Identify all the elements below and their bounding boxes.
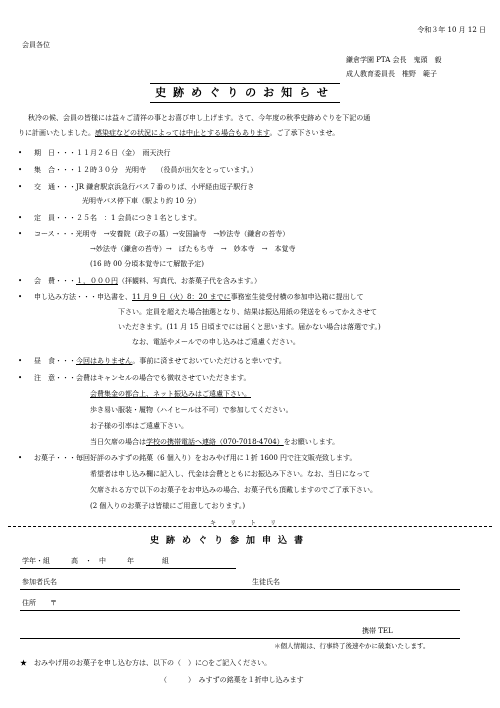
privacy-note: ＊個人情報は、行事終了後速やかに破棄いたします。: [274, 642, 430, 650]
bullet-fee: •: [18, 277, 23, 285]
form-address-label: 住所 〒: [22, 599, 57, 607]
item-course-3: (16 時 00 分頃本覚寺にて解散予定): [90, 260, 204, 268]
item-fee: 会 費・・・１，０００円（拝観料、写真代、お茶菓子代を含みます。）: [34, 277, 261, 285]
lunch-none: 今回はありません: [76, 357, 133, 365]
sender-committee-chair: 成人教育委員長 椎野 範子: [346, 70, 437, 78]
school-phone: 学校の携帯電話へ連絡（070-7018-4704）: [146, 438, 284, 446]
grade-underline: [20, 568, 236, 569]
cut-label: キリトリ: [209, 520, 290, 527]
item-snack-3: 欠席される方で以下のお菓子をお申込みの場合、お菓子代も頂戴しますのでご了承下さい。: [90, 486, 377, 494]
item-snack-2: 希望者は申し込み欄に記入し、代金は会費とともにお振込み下さい。なお、当日になって: [90, 470, 370, 478]
item-note-5: 当日欠席の場合は学校の携帯電話へ連絡（070-7018-4704）をお願いします。: [90, 438, 340, 446]
item-apply-2: 下さい。定員を超えた場合抽選となり、結果は振込用紙の発送をもってかえさせて: [118, 308, 377, 316]
page-title: 史跡めぐりのお知らせ: [155, 86, 335, 100]
issue-date: 令和３年 10 月 12 日: [417, 26, 486, 34]
form-mobile-label: 携帯 TEL: [362, 627, 393, 635]
item-date: 期 日・・・１１月２６日（金） 雨天決行: [34, 149, 171, 157]
mobile-underline: [20, 638, 460, 639]
form-student-label: 生徒氏名: [252, 578, 280, 586]
item-note-2: 会費集金の都合上、ネット振込みはご遠慮下さい。: [90, 390, 251, 398]
item-course-2: →妙法寺（鎌倉の苔寺）→ ぼたもち寺 → 妙本寺 → 本覚寺: [90, 245, 296, 253]
title-box: [150, 83, 340, 103]
intro-line-1: 秋冷の候、会員の皆様には益々ご清祥の事とお喜び申し上げます。さて、今年度の秋季史跡めぐりを下記の通: [28, 114, 371, 122]
apply-deadline: 11 月 9 日（火）8：20 までに: [132, 293, 231, 301]
item-snack-4: (2 個入りのお菓子は皆様にご用意しております。): [90, 502, 246, 510]
bullet-course: •: [18, 230, 23, 238]
item-apply-3: いただきます。(11 月 15 日頃までには届くと思います。届かない場合は落選です。): [118, 323, 381, 331]
form-grade-row: 学年・組 高 ・ 中 年 組: [22, 557, 169, 565]
item-course-1: コース・・・光明寺 →安養院（政子の墓）→安国論寺 →妙法寺（鎌倉の苔寺）: [34, 230, 290, 238]
item-transport-2: 光明寺バス停下車（駅より約 10 分）: [82, 197, 201, 205]
item-apply-4: なお、電話やメールでの申し込みはご遠慮ください。: [132, 338, 300, 346]
bullet-meet: •: [18, 166, 23, 174]
snack-order-instruction: ★ おみやげ用のお菓子を申し込む方は、以下の（ ）に○をご記入ください。: [20, 659, 272, 667]
form-participant-label: 参加者氏名: [22, 578, 57, 586]
item-note-4: お子様の引率はご遠慮下さい。: [90, 422, 188, 430]
bullet-date: •: [18, 149, 23, 157]
item-snack-1: お菓子・・・毎回好評のみすずの銘菓（6 個入り）をおみやげ用に１折 1600 円で注文販売致します。: [34, 454, 357, 462]
bullet-capacity: •: [18, 214, 23, 222]
cancellation-notice: 感染症などの状況によっては中止とする場合もあります: [95, 129, 270, 137]
recipient: 会員各位: [22, 41, 50, 49]
snack-order-line: （ ） みすずの銘菓を１折申し込みます: [160, 676, 304, 684]
address-underline: [20, 610, 460, 611]
form-title: 史跡めぐり参加申込書: [150, 536, 311, 546]
bullet-note: •: [18, 374, 23, 382]
bullet-transport: •: [18, 183, 23, 191]
bullet-lunch: •: [18, 357, 23, 365]
fee-amount: １，０００円: [76, 277, 118, 285]
item-note-1: 注 意・・・会費はキャンセルの場合でも徴収させていただきます。: [34, 374, 251, 382]
item-meet: 集 合・・・１２時３０分 光明寺 （役員が出欠をとっています。）: [34, 166, 258, 174]
item-capacity: 定 員・・・２５名 ：1 会員につき１名とします。: [34, 214, 201, 222]
intro-line-2: りに計画いたしました。感染症などの状況によっては中止とする場合もあります。ご了承下さいませ。: [18, 129, 340, 137]
bullet-snack: •: [18, 454, 23, 462]
item-note-3: 歩き易い服装・履物（ハイヒールは不可）で参加してください。: [90, 406, 293, 414]
item-lunch: 昼 食・・・今回はありません。事前に済ませておいていただけると幸いです。: [34, 357, 286, 365]
bullet-apply: •: [18, 293, 23, 301]
item-apply-1: 申し込み方法・・・申込書を、11 月 9 日（火）8：20 までに事務室生徒受付横の参加申込箱に提出して: [34, 293, 364, 301]
name-underline: [20, 589, 460, 590]
item-transport-1: 交 通・・・JR 鎌倉駅京浜急行バス７番のりば、小坪経由逗子駅行き: [34, 183, 255, 191]
sender-president: 鎌倉学園 PTA 会長 鬼頭 毅: [346, 56, 442, 64]
